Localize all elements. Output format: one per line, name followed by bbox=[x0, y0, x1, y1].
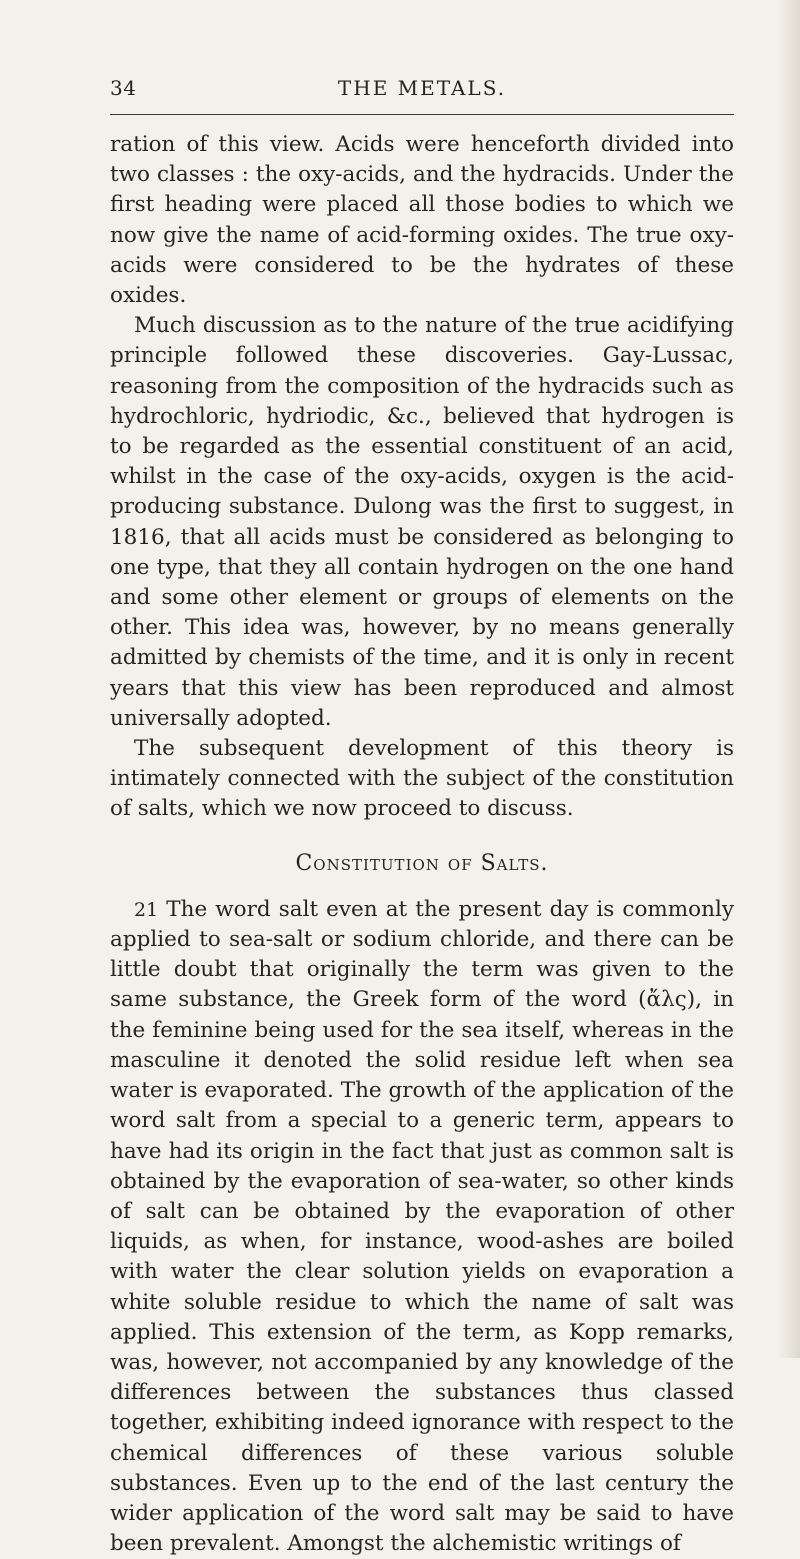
paragraph-1: ration of this view. Acids were henceforth divided into two classes : the oxy-acids, and the hydracids. Under the first heading were placed all those bodies to which we now give the name of acid-forming oxides. The true oxy-acids were considered to be the hydrates of these oxides. bbox=[110, 132, 734, 309]
paragraph-number: 21 bbox=[134, 898, 159, 921]
header-rule bbox=[110, 114, 734, 115]
section-title: Constitution of Salts. bbox=[295, 850, 549, 876]
page-number: 34 bbox=[110, 76, 137, 100]
body-text bbox=[110, 130, 734, 1559]
page-edge-shadow bbox=[778, 0, 800, 1358]
paragraph-4-text: The word salt even at the present day is commonly applied to sea-salt or sodium chloride, and there can be little doubt that originally the term was given to the same substance, the Greek form of the word (ἄλς), in the feminine being used for the sea itself, whereas in the masculine it denoted the solid residue left when sea water is evaporated. The growth of the application of the word salt from a special to a generic term, appears to have had its origin in the fact that just as common salt is obtained by the evaporation of sea-water, so other kinds of salt can be obtained by the evaporation of other liquids, as when, for instance, wood-ashes are boiled with water the clear solution yields on evaporation a white soluble residue to which the name of salt was applied. This extension of the term, as Kopp remarks, was, however, not accompanied by any knowledge of the differences between the substances thus classed together, exhibiting indeed ignorance with respect to the chemical differences of these various soluble substances. Even up to the end of the last century the wider application of the word salt may be said to have been prevalent. Amongst the alchemistic writings of bbox=[110, 896, 735, 1557]
paragraph-4 bbox=[110, 895, 734, 1559]
paragraph-2: Much discussion as to the nature of the true acidifying principle followed these discoveries. Gay-Lussac, reasoning from the composition of the hydracids such as hydrochloric, hydriodic, &c., believed that hydrogen is to be regarded as the essential constituent of an acid, whilst in the case of the oxy-acids, oxygen is the acid-producing substance. Dulong was the first to suggest, in 1816, that all acids must be considered as belonging to one type, that they all contain hydrogen on the one hand and some other element or groups of elements on the other. This idea was, however, by no means generally admitted by chemists of the time, and it is only in recent years that this view has been reproduced and almost universally adopted. bbox=[110, 313, 734, 731]
page-header bbox=[110, 76, 734, 106]
running-head: THE METALS. bbox=[337, 76, 507, 100]
paragraph-3: The subsequent development of this theory is intimately connected with the subject of the constitution of salts, which we now proceed to discuss. bbox=[110, 736, 734, 822]
